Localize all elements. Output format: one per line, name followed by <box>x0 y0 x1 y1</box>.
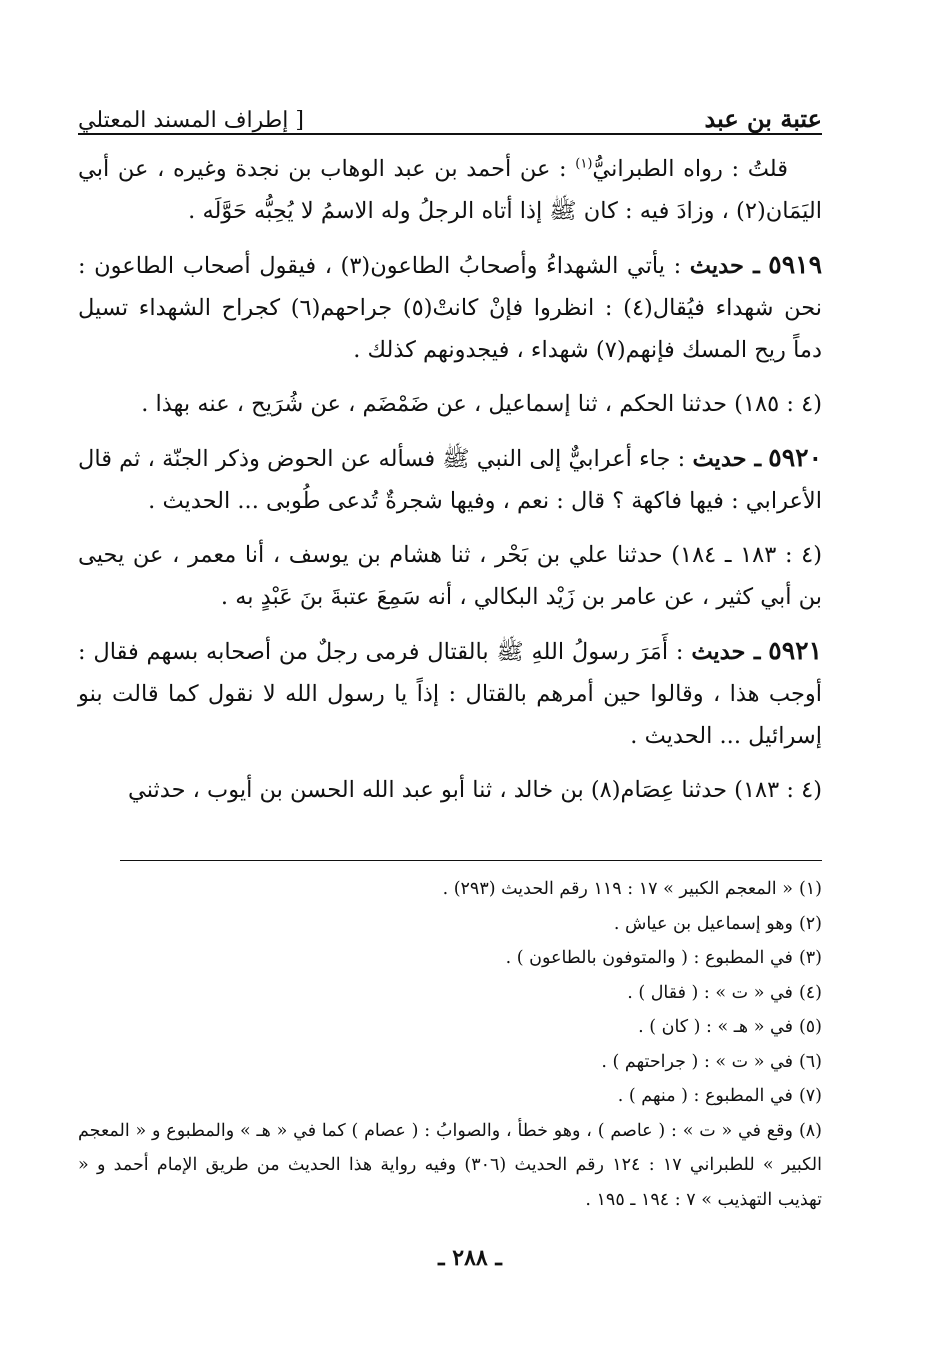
hadith-number: ٥٩٢١ <box>768 636 823 665</box>
footnote <box>78 1114 822 1218</box>
page-header <box>78 95 822 133</box>
hadith-text: : يأتي الشهداءُ وأصحابُ الطاعون(٣) ، فيقول أصحاب الطاعون : نحن شهداء فيُقال(٤) : انظروا فإنْ كانتْ(٥) جراحهم(٦) كجراح الشهداء تسيل دماً ريح المسك فإنهم(٧) شهداء ، فيجدونهم كذلك . <box>78 253 822 363</box>
footnote <box>78 976 822 1011</box>
footnote-mark: (٨) <box>798 1120 822 1141</box>
intro-text-start: قلتُ : رواه الطبرانيُّ <box>592 156 788 182</box>
hadith-paragraph <box>78 244 822 371</box>
chain-text: (٤ : ١٨٣ ـ ١٨٤) حدثنا علي بن بَحْر ، ثنا هشام بن يوسف ، أنا معمر ، عن يحيى بن أبي كثير ، عن عامر بن زَيْد البكالي ، أنه سَمِعَ عتبةَ بنَ عَبْدٍ به . <box>78 542 822 610</box>
footnote-text: وهو إسماعيل بن عياش . <box>613 913 793 934</box>
footnote-rule <box>120 860 822 861</box>
footnote <box>78 941 822 976</box>
running-title-right: عتبة بن عبد <box>704 104 822 133</box>
footnote-text: في « ت » : ( فقال ) . <box>627 982 793 1003</box>
chain-paragraph <box>78 769 822 811</box>
chain-text: (٤ : ١٨٣) حدثنا عِصَام(٨) بن خالد ، ثنا أبو عبد الله الحسن بن أيوب ، حدثني <box>127 777 822 803</box>
hadith-label: ـ حديث <box>691 639 761 665</box>
footnote <box>78 1079 822 1114</box>
footnote-mark: (٢) <box>798 913 822 934</box>
footnote-text: في « هـ » : ( كان ) . <box>638 1017 793 1037</box>
footnote-mark: (٧) <box>798 1086 822 1106</box>
page-number: ـ ٢٨٨ ـ <box>438 1245 502 1271</box>
hadith-number: ٥٩٢٠ <box>768 443 822 472</box>
footnote-text: في المطبوع : ( منهم ) . <box>617 1086 793 1106</box>
intro-text-end: : عن أحمد بن عبد الوهاب بن نجدة وغيره ، عن أبي اليَمَان(٢) ، وزادَ فيه : كان ﷺ إذا أتاه الرجلُ وله الاسمُ لا يُحِبُّه حَوَّلَه . <box>78 156 822 224</box>
chain-text: (٤ : ١٨٥) حدثنا الحكم ، ثنا إسماعيل ، عن ضَمْضَم ، عن شُرَيح ، عنه بهذا . <box>141 391 822 417</box>
footnote-mark: (٣) <box>798 948 822 968</box>
header-rule <box>78 133 822 135</box>
running-title-left: [ إطراف المسند المعتلي <box>78 108 304 133</box>
hadith-text: : أَمَرَ رسولُ اللهِ ﷺ بالقتال فرمى رجلٌ من أصحابه بسهم فقال : أوجب هذا ، وقالوا حين أمرهم بالقتال : إذاً يا رسول الله لا نقول كما قالت بنو إسرائيل ... الحديث . <box>78 639 822 749</box>
main-text <box>78 148 822 823</box>
hadith-paragraph <box>78 437 822 522</box>
hadith-label: ـ حديث <box>689 253 760 279</box>
hadith-text: : جاء أعرابيٌّ إلى النبي ﷺ فسأله عن الحوض وذكر الجنّة ، ثم قال الأعرابي : فيها فاكهة ؟ قال : نعم ، وفيها شجرةٌ تُدعى طُوبى ... الحديث . <box>78 446 822 514</box>
footnote-mark: (٦) <box>798 1051 822 1072</box>
footnote-ref: (١) <box>575 156 593 172</box>
hadith-number: ٥٩١٩ <box>768 250 823 279</box>
footnote-mark: (١) <box>798 879 822 899</box>
hadith-paragraph <box>78 630 822 757</box>
hadith-label: ـ حديث <box>692 446 762 472</box>
footnote <box>78 907 822 942</box>
footnote-mark: (٤) <box>798 982 822 1003</box>
footnote-text: في المطبوع : ( والمتوفون بالطاعون ) . <box>505 948 793 968</box>
chain-paragraph <box>78 534 822 618</box>
footnote <box>78 1045 822 1080</box>
footnote <box>78 872 822 907</box>
footnote-text: وقع في « ت » : ( عاصم ) ، وهو خطأ ، والصوابُ : ( عصام ) كما في « هـ » والمطبوع و « المعجم الكبير » للطبراني ١٧ : ١٢٤ رقم الحديث (٣٠٦) وفيه رواية هذا الحديث من طريق الإمام أحمد و « تهذيب التهذيب » ٧ : ١٩٤ ـ ١٩٥ . <box>78 1120 822 1210</box>
footnote-mark: (٥) <box>798 1017 822 1037</box>
chain-paragraph <box>78 383 822 425</box>
footnote-text: « المعجم الكبير » ١٧ : ١١٩ رقم الحديث (٢٩٣) . <box>442 879 793 899</box>
footnote-text: في « ت » : ( جراحتهم ) . <box>601 1051 793 1072</box>
footnotes <box>78 872 822 1217</box>
footnote <box>78 1010 822 1045</box>
intro-paragraph <box>78 148 822 232</box>
